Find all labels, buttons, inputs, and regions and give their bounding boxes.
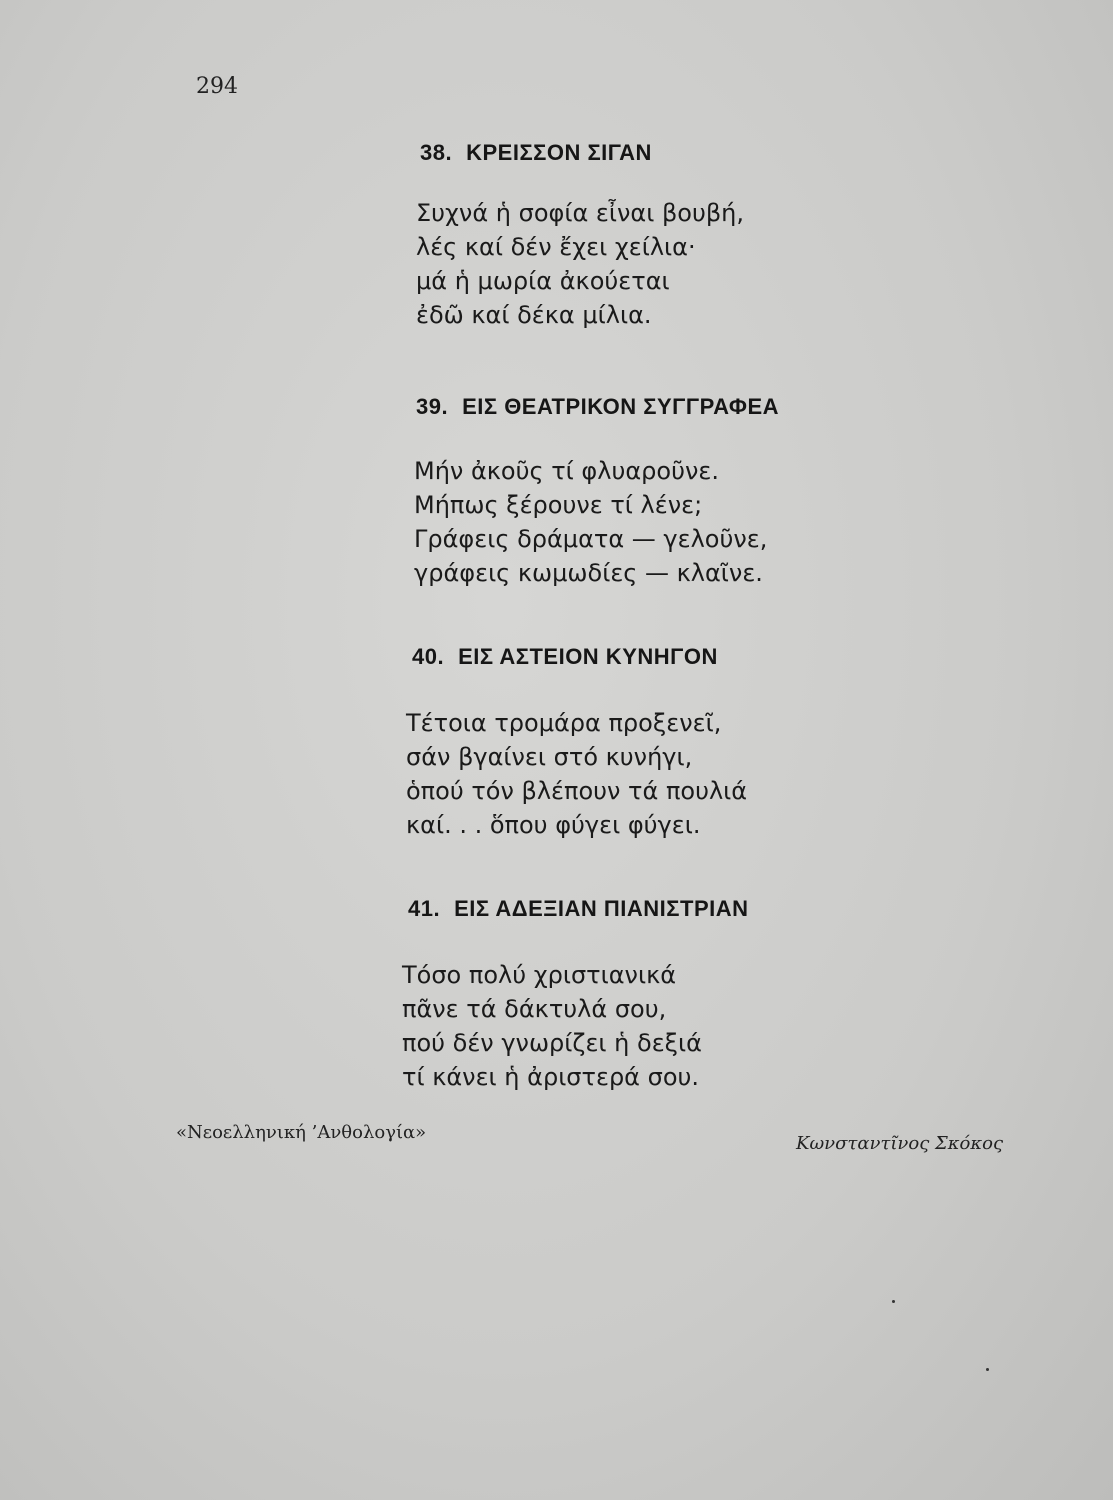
poem-verse <box>406 706 747 842</box>
poem-number: 39. <box>416 394 449 419</box>
poem-verse <box>402 958 749 1094</box>
verse-line: τί κάνει ἡ ἀριστερά σου. <box>402 1063 700 1091</box>
verse-line: Τέτοια τρομάρα προξενεῖ, <box>406 709 722 737</box>
poem-number: 38. <box>420 140 453 165</box>
verse-line: λές καί δέν ἔχει χείλια· <box>416 233 696 261</box>
poem-number: 41. <box>408 896 441 921</box>
verse-line: ἐδῶ καί δέκα μίλια. <box>416 301 652 329</box>
poem-38 <box>416 140 745 332</box>
poem-title-text: ΕΙΣ ΑΔΕΞΙΑΝ ΠΙΑΝΙΣΤΡΙΑΝ <box>454 896 749 921</box>
poem-39 <box>416 394 779 590</box>
verse-line: πᾶνε τά δάκτυλά σου, <box>402 995 667 1023</box>
author-name: Κωνσταντῖνος Σκόκος <box>796 1133 1004 1154</box>
poem-title <box>408 896 749 922</box>
verse-line: Μήν ἀκοῦς τί φλυαροῦνε. <box>414 457 719 485</box>
verse-line: Μήπως ξέρουνε τί λένε; <box>414 491 703 519</box>
poem-verse <box>416 196 744 332</box>
poem-41 <box>402 896 749 1094</box>
verse-line: σάν βγαίνει στό κυνήγι, <box>406 743 693 771</box>
source-attribution: «Νεοελληνική ’Ανθολογία» <box>176 1122 427 1143</box>
verse-line: ὁπού τόν βλέπουν τά πουλιά <box>406 777 748 805</box>
verse-line: μά ἡ μωρία ἀκούεται <box>416 267 670 295</box>
poem-verse <box>414 454 779 590</box>
poem-title <box>416 394 779 420</box>
poem-title-text: ΕΙΣ ΘΕΑΤΡΙΚΟΝ ΣΥΓΓΡΑΦΕΑ <box>462 394 780 419</box>
poem-title <box>412 644 747 670</box>
poem-title-text: ΚΡΕΙΣΣΟΝ ΣΙΓΑΝ <box>466 140 652 165</box>
verse-line: καί. . . ὅπου φύγει φύγει. <box>406 811 701 839</box>
verse-line: Συχνά ἡ σοφία εἶναι βουβή, <box>416 199 745 227</box>
verse-line: Τόσο πολύ χριστιανικά <box>402 961 677 989</box>
print-speck <box>986 1368 989 1371</box>
verse-line: Γράφεις δράματα — γελοῦνε, <box>414 525 768 553</box>
poem-40 <box>406 644 748 842</box>
poem-title <box>420 140 744 166</box>
poem-title-text: ΕΙΣ ΑΣΤΕΙΟΝ ΚΥΝΗΓΟΝ <box>458 644 718 669</box>
verse-line: πού δέν γνωρίζει ἡ δεξιά <box>402 1029 702 1057</box>
print-speck <box>892 1300 895 1303</box>
poem-number: 40. <box>412 644 445 669</box>
verse-line: γράφεις κωμωδίες — κλαῖνε. <box>414 559 763 587</box>
page-number: 294 <box>196 74 238 99</box>
